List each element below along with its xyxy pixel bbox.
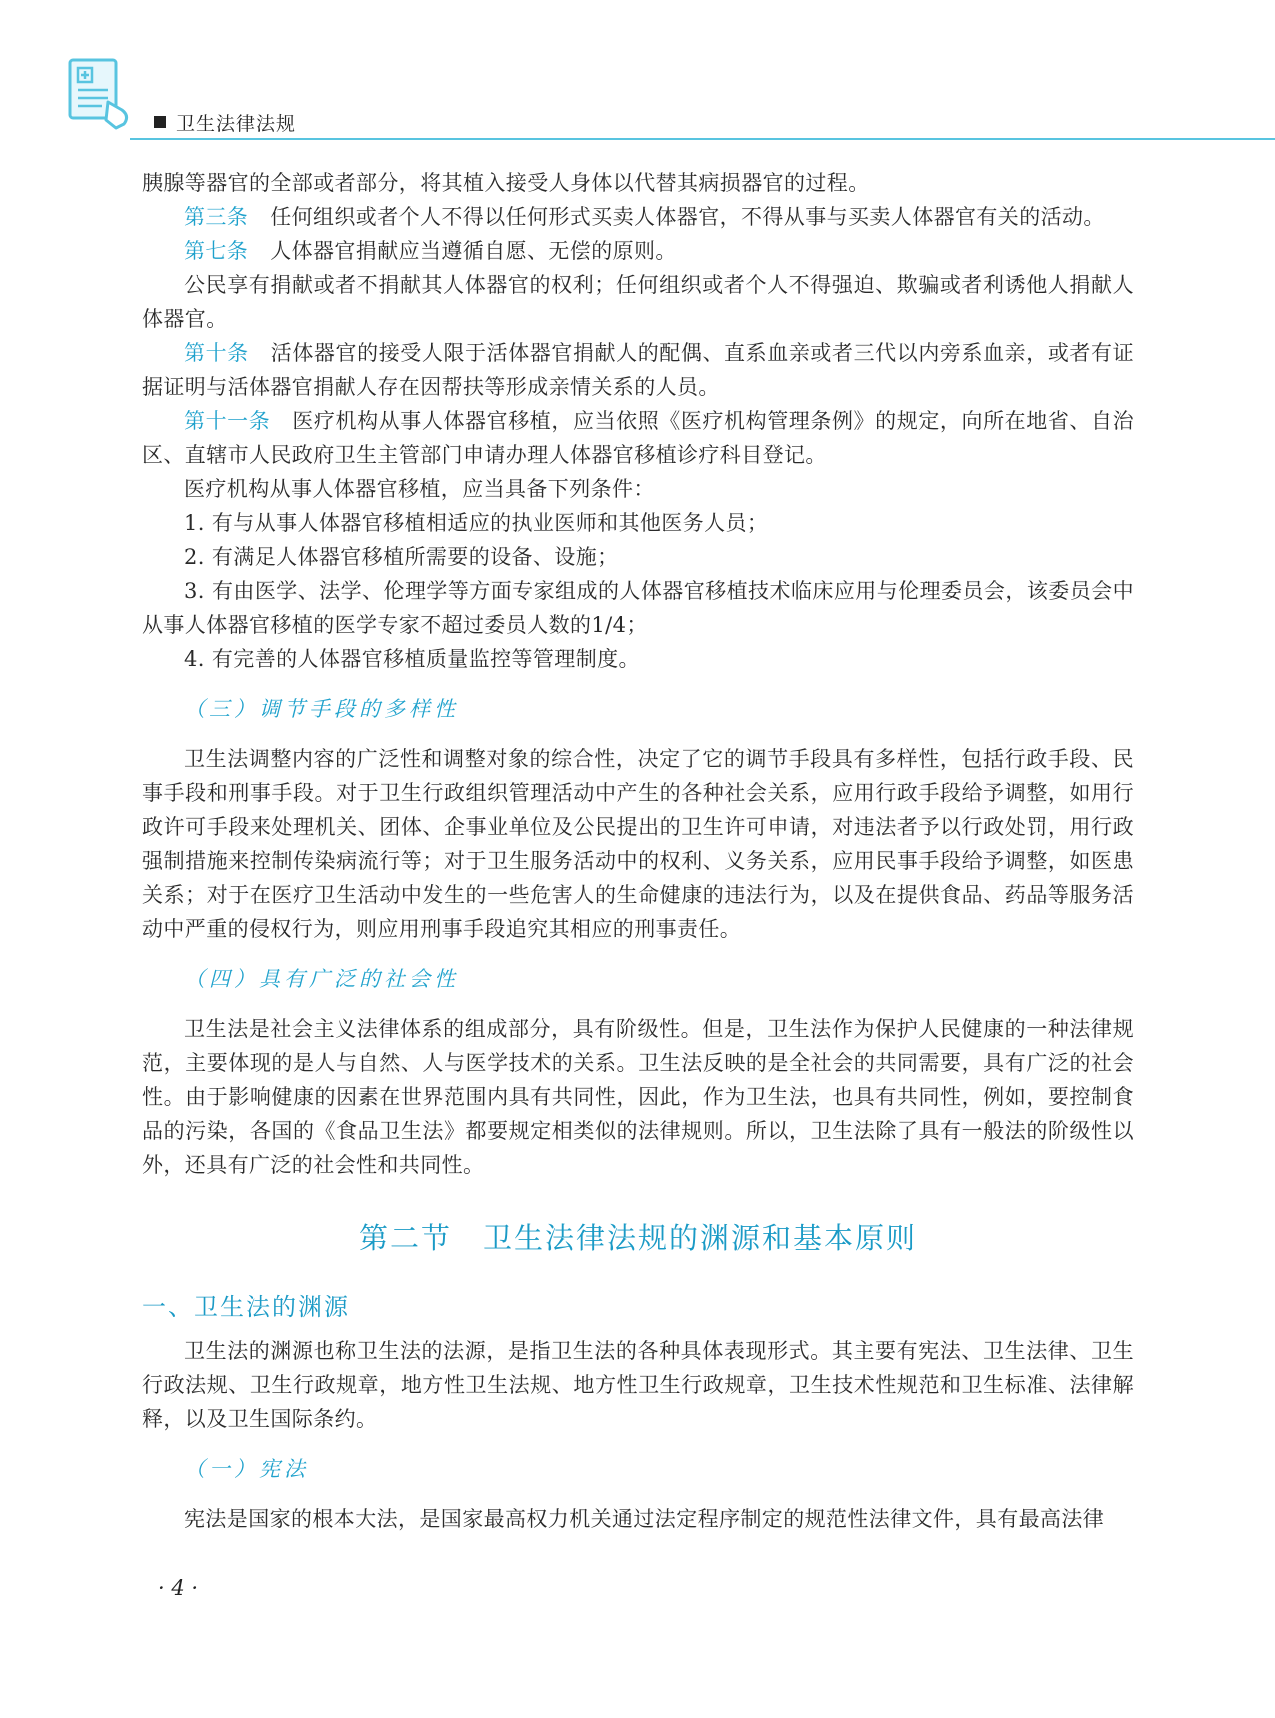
- article-3: [142, 200, 1134, 234]
- heading-level-2: 一、卫生法的渊源: [142, 1293, 350, 1321]
- section-title: 第二节 卫生法律法规的渊源和基本原则: [358, 1221, 917, 1255]
- subsection-heading: （一）宪法: [184, 1457, 309, 1481]
- article-text: 人体器官捐献应当遵循自愿、无偿的原则。: [270, 239, 677, 263]
- article-11: [142, 404, 1134, 472]
- article-10: [142, 336, 1134, 404]
- paragraph: 公民享有捐献或者不捐献其人体器官的权利；任何组织或者个人不得强迫、欺骗或者利诱他人捐献人体器官。: [142, 273, 1134, 331]
- article-label: 第十一条: [184, 409, 271, 433]
- header-title: 卫生法律法规: [176, 113, 297, 135]
- paragraph: 医疗机构从事人体器官移植，应当具备下列条件：: [184, 477, 655, 501]
- header-square-marker: [154, 116, 166, 128]
- header-divider: [130, 138, 1275, 140]
- article-text: 任何组织或者个人不得以任何形式买卖人体器官，不得从事与买卖人体器官有关的活动。: [270, 205, 1105, 229]
- paragraph: 宪法是国家的根本大法，是国家最高权力机关通过法定程序制定的规范性法律文件，具有最高法律: [184, 1507, 1105, 1531]
- condition-item: 4. 有完善的人体器官移植质量监控等管理制度。: [184, 647, 640, 671]
- condition-item: 3. 有由医学、法学、伦理学等方面专家组成的人体器官移植技术临床应用与伦理委员会，该委员会中从事人体器官移植的医学专家不超过委员人数的1/4；: [142, 579, 1134, 637]
- page-header: [0, 0, 1275, 150]
- article-7: [142, 234, 1134, 268]
- paragraph: 卫生法是社会主义法律体系的组成部分，具有阶级性。但是，卫生法作为保护人民健康的一种法律规范，主要体现的是人与自然、人与医学技术的关系。卫生法反映的是全社会的共同需要，具有广泛的社会性。由于影响健康的因素在世界范围内具有共同性，因此，作为卫生法，也具有共同性，例如，要控制食品的污染，各国的《食品卫生法》都要规定相类似的法律规则。所以，卫生法除了具有一般法的阶级性以外，还具有广泛的社会性和共同性。: [142, 1017, 1134, 1177]
- condition-item: 1. 有与从事人体器官移植相适应的执业医师和其他医务人员；: [184, 511, 769, 535]
- paragraph: 卫生法的渊源也称卫生法的法源，是指卫生法的各种具体表现形式。其主要有宪法、卫生法律、卫生行政法规、卫生行政规章，地方性卫生法规、地方性卫生行政规章，卫生技术性规范和卫生标准、法律解释，以及卫生国际条约。: [142, 1339, 1134, 1431]
- article-label: 第七条: [184, 239, 249, 263]
- page-content: [142, 166, 1134, 1536]
- article-label: 第三条: [184, 205, 249, 229]
- condition-item: 2. 有满足人体器官移植所需要的设备、设施；: [184, 545, 619, 569]
- article-text: 医疗机构从事人体器官移植，应当依照《医疗机构管理条例》的规定，向所在地省、自治区、直辖市人民政府卫生主管部门申请办理人体器官移植诊疗科目登记。: [142, 409, 1134, 467]
- page-number: · 4 ·: [158, 1576, 199, 1600]
- paragraph: 胰腺等器官的全部或者部分，将其植入接受人身体以代替其病损器官的过程。: [142, 171, 870, 195]
- medical-clipboard-icon: [68, 58, 132, 130]
- subsection-heading: （三）调节手段的多样性: [184, 697, 459, 721]
- subsection-heading: （四）具有广泛的社会性: [184, 967, 459, 991]
- paragraph: 卫生法调整内容的广泛性和调整对象的综合性，决定了它的调节手段具有多样性，包括行政手段、民事手段和刑事手段。对于卫生行政组织管理活动中产生的各种社会关系，应用行政手段给予调整，如用行政许可手段来处理机关、团体、企事业单位及公民提出的卫生许可申请，对违法者予以行政处罚，用行政强制措施来控制传染病流行等；对于卫生服务活动中的权利、义务关系，应用民事手段给予调整，如医患关系；对于在医疗卫生活动中发生的一些危害人的生命健康的违法行为，以及在提供食品、药品等服务活动中严重的侵权行为，则应用刑事手段追究其相应的刑事责任。: [142, 747, 1134, 941]
- article-text: 活体器官的接受人限于活体器官捐献人的配偶、直系血亲或者三代以内旁系血亲，或者有证据证明与活体器官捐献人存在因帮扶等形成亲情关系的人员。: [142, 341, 1135, 399]
- article-label: 第十条: [184, 341, 249, 365]
